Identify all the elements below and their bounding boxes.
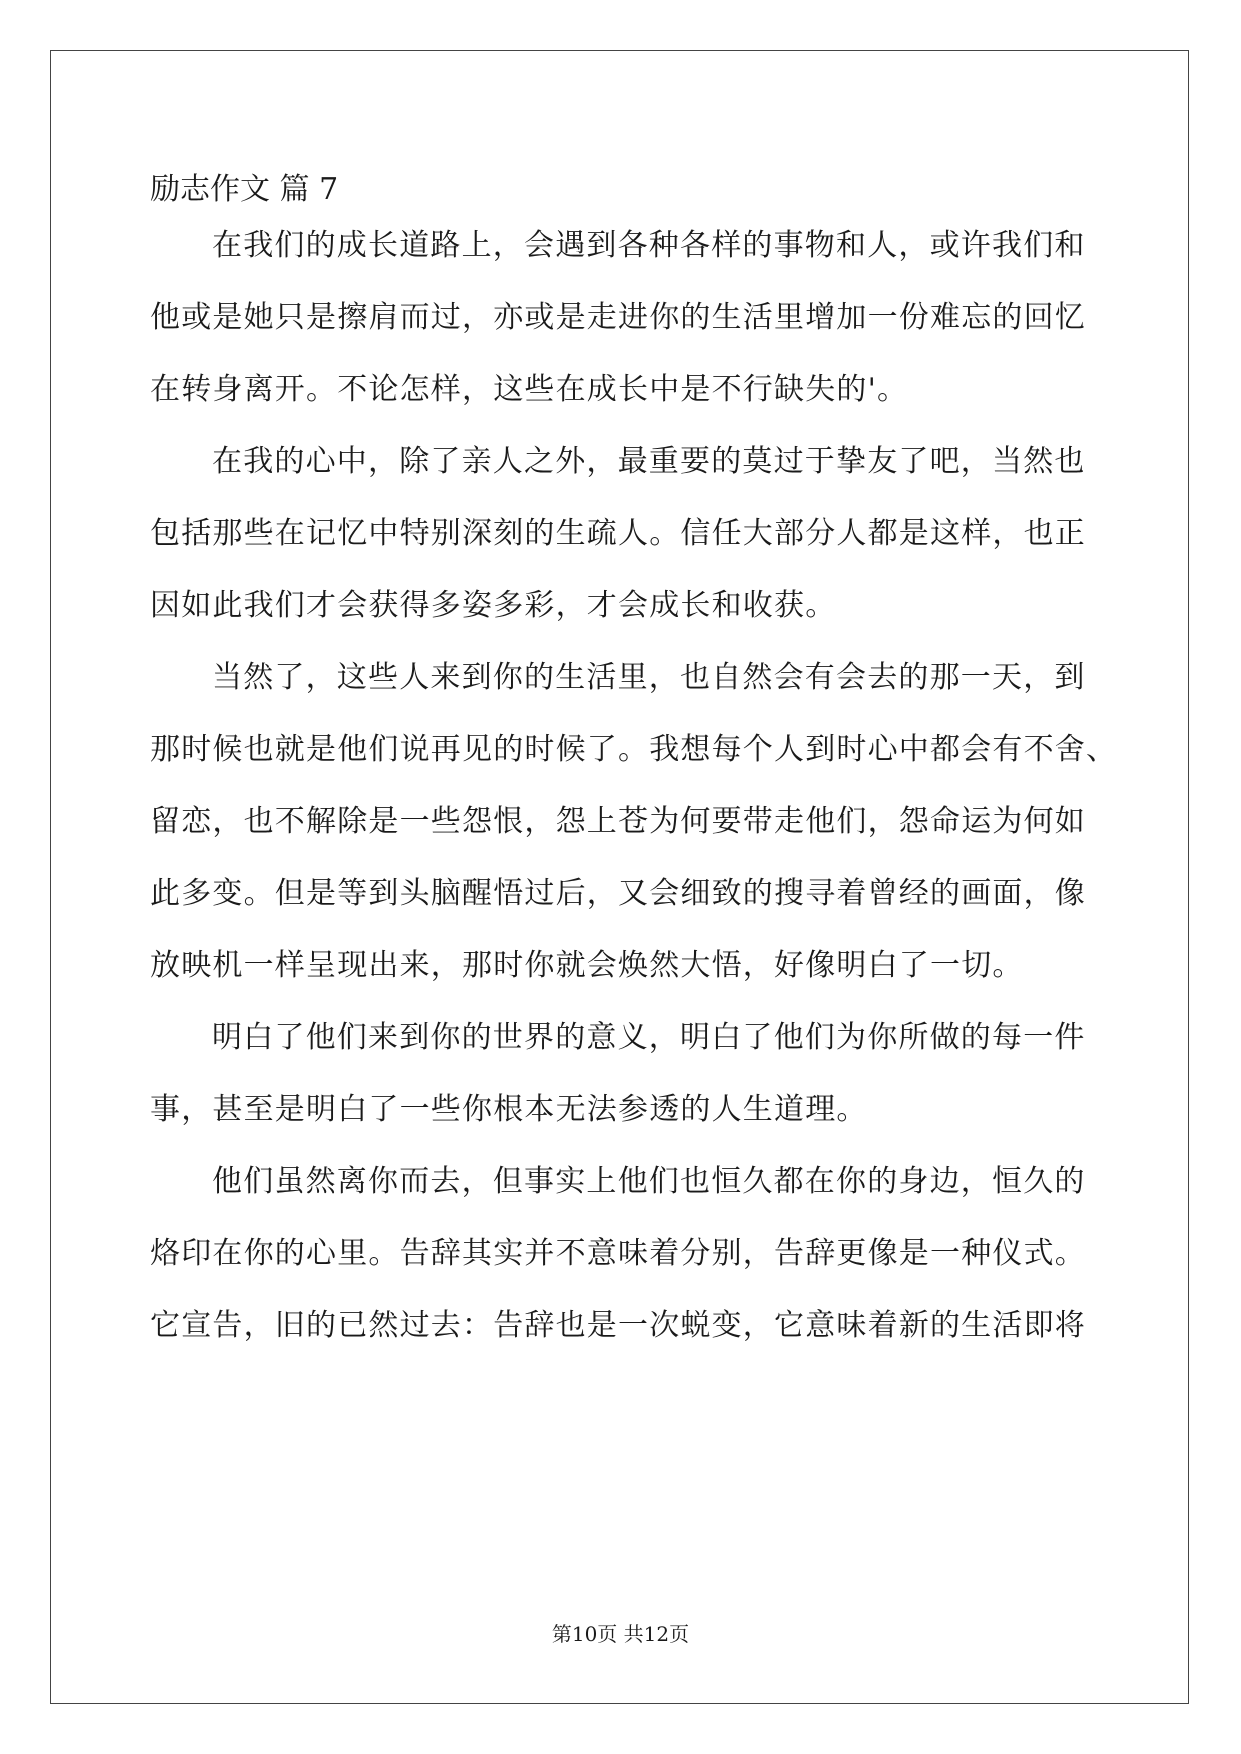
paragraph-3-line-2: 那时候也就是他们说再见的时候了。我想每个人到时心中都会有不舍、 [150,732,1118,767]
paragraph-5-line-2: 烙印在你的心里。告辞其实并不意味着分别，告辞更像是一种仪式。 [150,1236,1086,1271]
paragraph-5-line-3: 它宣告，旧的已然过去：告辞也是一次蜕变，它意味着新的生活即将 [150,1308,1086,1343]
paragraph-2-line-1: 在我的心中，除了亲人之外，最重要的莫过于挚友了吧，当然也 [212,444,1086,479]
paragraph-1-line-3: 在转身离开。不论怎样，这些在成长中是不行缺失的'。 [150,372,909,407]
paragraph-1-line-1: 在我们的成长道路上，会遇到各种各样的事物和人，或许我们和 [212,228,1086,263]
paragraph-3-line-1: 当然了，这些人来到你的生活里，也自然会有会去的那一天，到 [212,660,1086,695]
paragraph-3-line-4: 此多变。但是等到头脑醒悟过后，又会细致的搜寻着曾经的画面，像 [150,876,1086,911]
paragraph-4-line-1: 明白了他们来到你的世界的意义，明白了他们为你所做的每一件 [212,1020,1086,1055]
paragraph-3-line-5: 放映机一样呈现出来，那时你就会焕然大悟，好像明白了一切。 [150,948,1024,983]
paragraph-1-line-2: 他或是她只是擦肩而过，亦或是走进你的生活里增加一份难忘的回忆 [150,300,1086,335]
page-number-footer: 第10页 共12页 [551,1622,690,1646]
paragraph-3-line-3: 留恋，也不解除是一些怨恨，怨上苍为何要带走他们，怨命运为何如 [150,804,1086,839]
paragraph-2-line-2: 包括那些在记忆中特别深刻的生疏人。信任大部分人都是这样，也正 [150,516,1086,551]
paragraph-2-line-3: 因如此我们才会获得多姿多彩，才会成长和收获。 [150,588,837,623]
paragraph-5-line-1: 他们虽然离你而去，但事实上他们也恒久都在你的身边，恒久的 [212,1164,1086,1199]
paragraph-4-line-2: 事，甚至是明白了一些你根本无法参透的人生道理。 [150,1092,868,1127]
document-heading: 励志作文 篇 7 [150,172,339,207]
